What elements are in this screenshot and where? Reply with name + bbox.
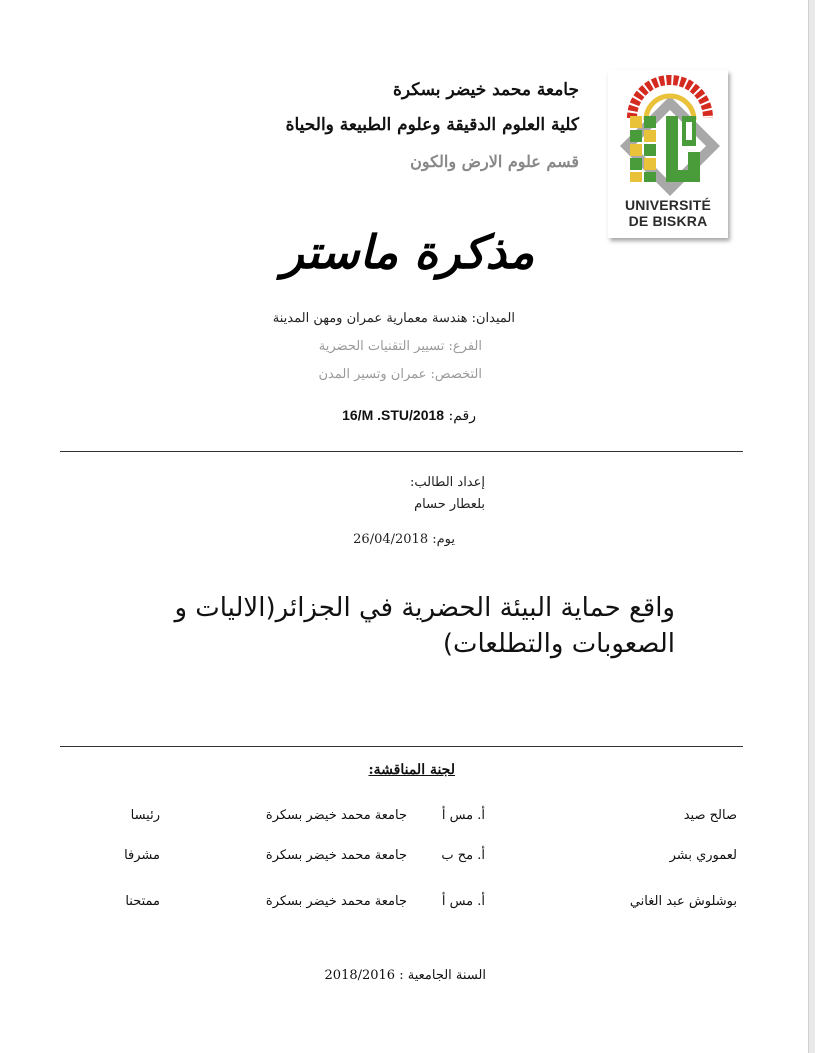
jury-member-rank: أ. مس أ (441, 808, 485, 823)
date-label: يوم: (432, 532, 455, 547)
date-value: 26/04/2018 (353, 532, 429, 547)
logo-text-line1: UNIVERSITÉ (624, 197, 711, 213)
jury-row (0, 808, 815, 830)
jury-member-rank: أ. مح ب (441, 848, 485, 863)
branch-line: الفرع: تسيير التقنيات الحضرية (318, 339, 482, 354)
jury-member-rank: أ. مس أ (441, 894, 485, 909)
jury-heading: لجنة المناقشة: (368, 762, 455, 778)
university-name: جامعة محمد خيضر بسكرة (392, 80, 579, 100)
faculty-name: كلية العلوم الدقيقة وعلوم الطبيعة والحياة (285, 115, 579, 135)
jury-member-name: بوشلوش عبد الغاني (629, 894, 737, 909)
university-logo (608, 70, 728, 238)
student-label: إعداد الطالب: (409, 475, 485, 490)
reference-label: رقم: (448, 408, 476, 424)
jury-member-name: لعموري بشر (669, 848, 737, 863)
reference-value: 16/M .STU/2018 (342, 407, 445, 423)
thesis-title-line1: واقع حماية البيئة الحضرية في الجزائر(الاليات و (174, 593, 675, 623)
jury-member-role: رئيسا (130, 808, 160, 823)
reference-number (300, 407, 476, 424)
document-title: مذكرة ماستر (281, 225, 535, 279)
jury-member-role: مشرفا (124, 848, 160, 863)
student-name: بلعطار حسام (414, 497, 485, 512)
jury-member-university: جامعة محمد خيضر بسكرة (265, 808, 407, 823)
logo-text-line2: DE BISKRA (628, 213, 708, 229)
divider-bottom (60, 746, 743, 747)
thesis-title (130, 590, 675, 662)
jury-row (0, 848, 815, 870)
jury-member-name: صالح صيد (683, 808, 737, 823)
specialty-line: التخصص: عمران وتسير المدن (318, 367, 482, 382)
academic-year: السنة الجامعية : 2018/2016 (324, 968, 486, 983)
jury-member-university: جامعة محمد خيضر بسكرة (265, 848, 407, 863)
defense-date (300, 532, 455, 547)
divider-top (60, 451, 743, 452)
jury-member-role: ممتحنا (125, 894, 160, 909)
thesis-title-line2: الصعوبات والتطلعات) (442, 629, 675, 659)
jury-row (0, 894, 815, 916)
department-name: قسم علوم الارض والكون (410, 152, 579, 171)
field-line: الميدان: هندسة معمارية عمران ومهن المدينة (272, 311, 515, 326)
logo-emblem (608, 70, 728, 198)
jury-member-university: جامعة محمد خيضر بسكرة (265, 894, 407, 909)
